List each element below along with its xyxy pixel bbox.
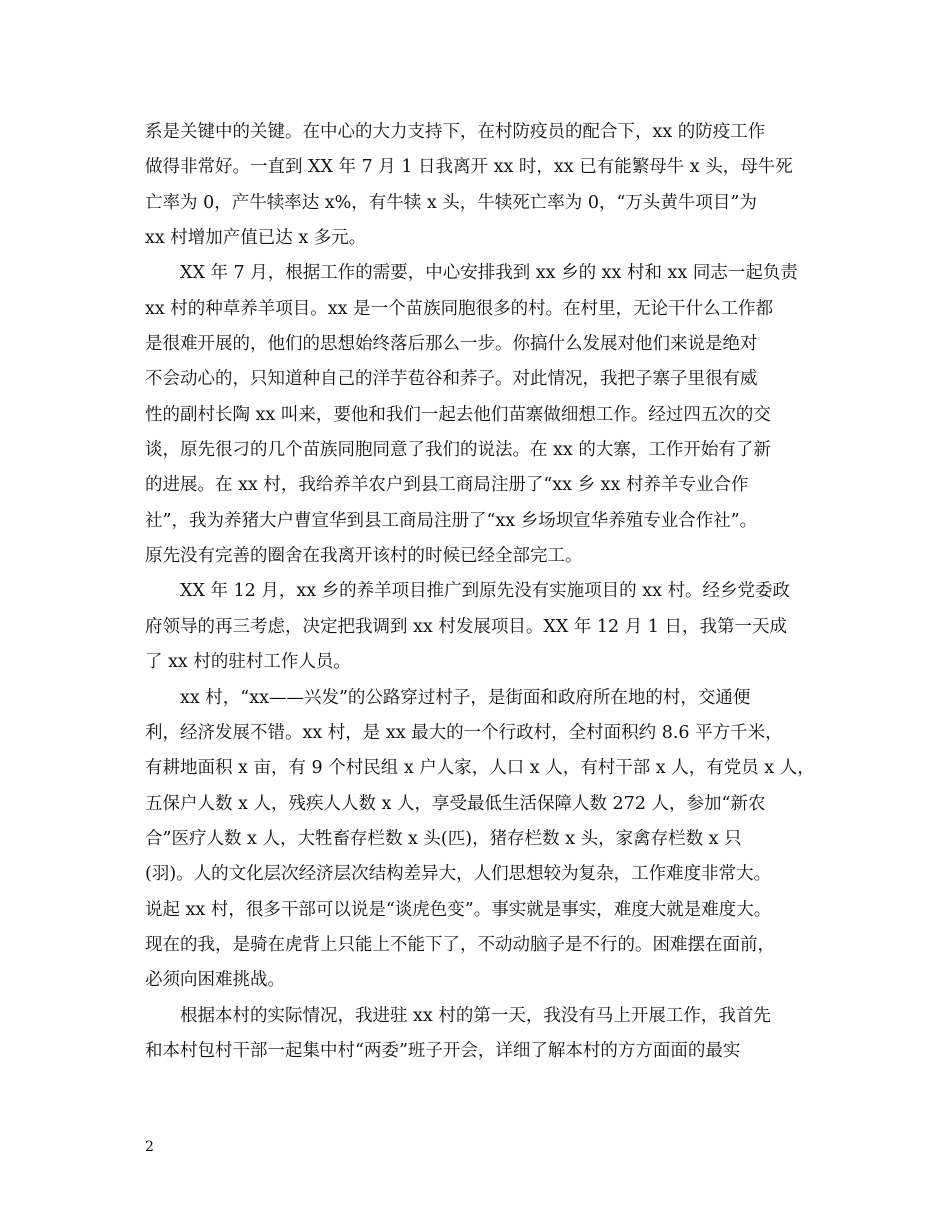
text-line: 社”，我为养猪大户曹宣华到县工商局注册了“xx 乡场坝宣华养殖专业合作社”。: [145, 510, 758, 531]
text-line: 是很难开展的，他们的思想始终落后那么一步。你搞什么发展对他们来说是绝对: [145, 334, 758, 355]
text-line: 利，经济发展不错。xx 村，是 xx 最大的一个行政村，全村面积约 8.6 平方千米，: [145, 722, 783, 743]
text-line: (羽)。人的文化层次经济层次结构差异大，人们思想较为复杂，工作难度非常大。: [145, 864, 772, 885]
text-line: 谈，原先很刁的几个苗族同胞同意了我们的说法。在 xx 的大寨，工作开始有了新: [145, 440, 771, 461]
text-line: 了 xx 村的驻村工作人员。: [145, 652, 351, 673]
page-number: 2: [145, 1139, 154, 1155]
text-line: 有耕地面积 x 亩，有 9 个村民组 x 户人家，人口 x 人，有村干部 x 人，有党员 x 人，: [145, 758, 815, 779]
text-line: 五保户人数 x 人，残疾人人数 x 人，享受最低生活保障人数 272 人，参加“新农: [145, 793, 766, 814]
text-line: 原先没有完善的圈舍在我离开该村的时候已经全部完工。: [145, 546, 583, 567]
text-line: 合”医疗人数 x 人，大牲畜存栏数 x 头(匹)，猪存栏数 x 头，家禽存栏数 x 只: [145, 828, 742, 849]
text-line: 亡率为 0，产牛犊率达 x%，有牛犊 x 头，牛犊死亡率为 0，“万头黄牛项目”为: [145, 192, 757, 213]
text-line: 现在的我，是骑在虎背上只能上不能下了，不动动脑子是不行的。困难摆在面前，: [145, 934, 775, 955]
text-line: 做得非常好。一直到 XX 年 7 月 1 日我离开 xx 时，xx 已有能繁母牛 x 头，母牛死: [145, 157, 793, 178]
text-line: 的进展。在 xx 村，我给养羊农户到县工商局注册了“xx 乡 xx 村养羊专业合作: [145, 475, 749, 496]
text-line: XX 年 12 月，xx 乡的养羊项目推广到原先没有实施项目的 xx 村。经乡党委政: [145, 581, 791, 602]
text-line: xx 村增加产值已达 x 多元。: [145, 228, 367, 249]
text-line: 性的副村长陶 xx 叫来，要他和我们一起去他们苗寨做细想工作。经过四五次的交: [145, 404, 771, 425]
text-line: xx 村，“xx——兴发”的公路穿过村子，是街面和政府所在地的村，交通便: [145, 687, 751, 708]
text-line: 和本村包村干部一起集中村“两委”班子开会，详细了解本村的方方面面的最实: [145, 1040, 741, 1061]
text-line: 府领导的再三考虑，决定把我调到 xx 村发展项目。XX 年 12 月 1 日，我第一天成: [145, 616, 787, 637]
text-line: 根据本村的实际情况，我进驻 xx 村的第一天，我没有马上开展工作，我首先: [145, 1005, 771, 1026]
text-line: 系是关键中的关键。在中心的大力支持下，在村防疫员的配合下，xx 的防疫工作: [145, 122, 766, 142]
text-line: XX 年 7 月，根据工作的需要，中心安排我到 xx 乡的 xx 村和 xx 同志一起负责: [145, 263, 798, 284]
text-line: 不会动心的，只知道种自己的洋芋苞谷和荞子。对此情况，我把子寨子里很有威: [145, 369, 758, 390]
text-line: 说起 xx 村，很多干部可以说是“谈虎色变”。事实就是事实，难度大就是难度大。: [145, 899, 772, 920]
text-line: xx 村的种草养羊项目。xx 是一个苗族同胞很多的村。在村里，无论干什么工作都: [145, 298, 774, 319]
body-text: [145, 115, 817, 1069]
text-line: 必须向困难挑战。: [145, 970, 285, 991]
